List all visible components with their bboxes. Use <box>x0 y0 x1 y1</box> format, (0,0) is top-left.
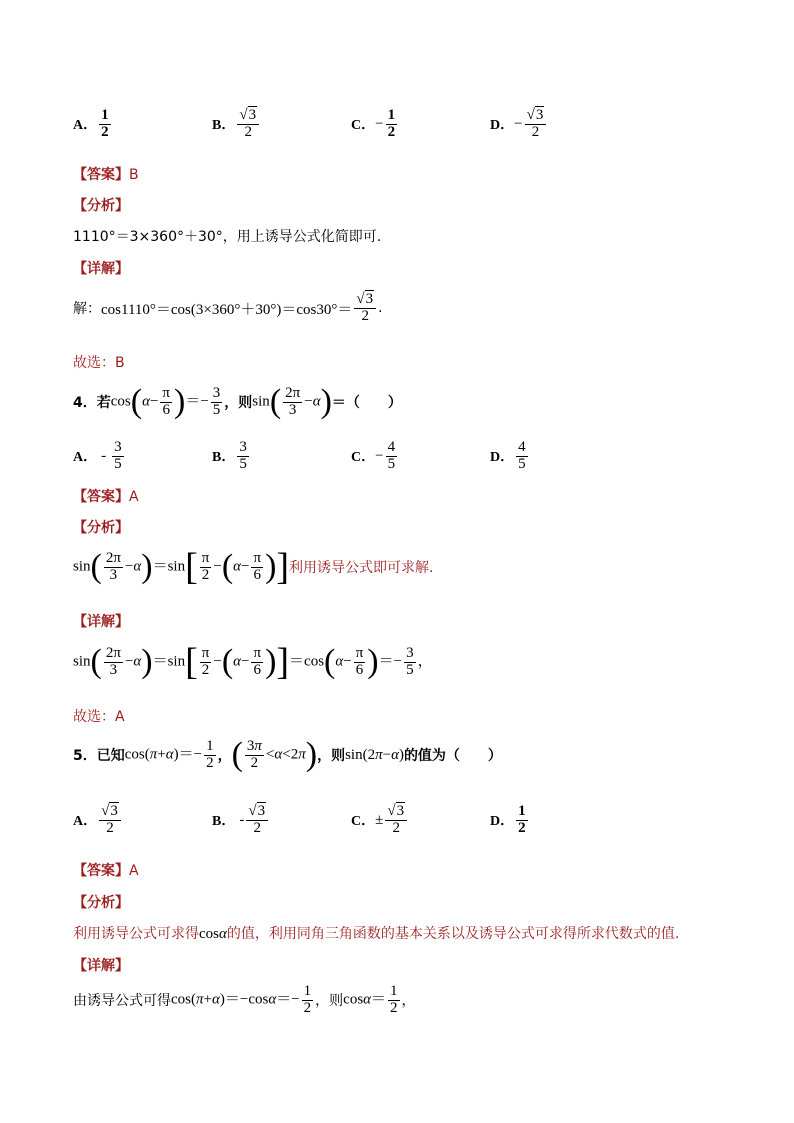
q5-answer: 【答案】A <box>73 863 139 879</box>
fraction: $\frac{√3}{2}$ <box>237 108 259 141</box>
q3-choice: 故选：B <box>73 355 125 371</box>
option-sign: − <box>375 115 384 132</box>
q3-answer <box>73 164 139 184</box>
option-letter: B． <box>212 118 236 134</box>
answer-tag: 【答案】 <box>73 167 129 183</box>
q5-analysis-tag: 【分析】 <box>73 895 129 911</box>
q5-condition: cos(π+α)＝− $\frac{1}{2}$ <box>124 737 214 771</box>
answer-value: B <box>129 167 139 183</box>
q3-option-c[interactable] <box>351 108 490 141</box>
q4-analysis-text: 利用诱导公式即可求解. <box>289 560 434 576</box>
option-sign: − <box>514 115 523 132</box>
detail-prefix: 解： <box>73 301 101 318</box>
q4-analysis <box>73 548 434 586</box>
q5-option-d[interactable]: D． $\frac{1}{2}$ <box>490 803 526 836</box>
q4-option-b[interactable]: B． $\frac{3}{5}$ <box>212 439 247 472</box>
q3-analysis-tag: 【分析】 <box>73 198 129 214</box>
q4-condition: cos(α− $\frac{\pi}{6}$ )＝− $\frac{3}{5}$ <box>110 383 221 420</box>
q5-target: sin(2π−α) <box>345 746 404 763</box>
q3-option-a[interactable] <box>73 108 212 141</box>
option-letter: C． <box>351 118 376 134</box>
q3-option-b[interactable] <box>212 108 351 141</box>
q3-option-d[interactable] <box>490 108 629 141</box>
q5-option-a[interactable]: A． $\frac{√3}{2}$ <box>73 804 212 837</box>
q4-analysis-tag: 【分析】 <box>73 520 129 536</box>
q4-detail <box>73 643 433 681</box>
q4-option-d[interactable]: D． $\frac{4}{5}$ <box>490 439 526 472</box>
q4-choice: 故选：A <box>73 709 125 725</box>
q3-detail-tag: 【详解】 <box>73 261 129 277</box>
q4-stem: 4．若 cos(α− $\frac{\pi}{6}$ )＝− $\frac{3}{5}$ ，则 sin( $\frac{2\pi}{3}$ −α) ＝（ ） <box>73 383 402 420</box>
question-number: 5．已知 <box>73 748 125 764</box>
q5-analysis: 利用诱导公式可求得cosα的值，利用同角三角函数的基本关系以及诱导公式可求得所求代数式的值. <box>73 926 680 942</box>
q4-options <box>73 440 629 473</box>
q5-option-c[interactable]: C． ± $\frac{√3}{2}$ <box>351 804 490 837</box>
option-letter: D． <box>490 118 515 134</box>
q5-detail: 由诱导公式可得 cos(π+α)＝−cosα＝− $\frac{1}{2}$ ，则 cosα＝ $\frac{1}{2}$ ， <box>73 983 416 1016</box>
q4-option-a[interactable]: A． - $\frac{3}{5}$ <box>73 439 122 472</box>
q3-detail: 解： cos1110°＝cos(3×360°＋30°)＝cos30°＝ $\frac{√3}{2}$ . <box>73 291 383 324</box>
q4-answer: 【答案】A <box>73 489 139 505</box>
question-number: 4．若 <box>73 395 111 411</box>
q3-analysis-text: 1110°＝3×360°＋30°，用上诱导公式化简即可. <box>73 229 382 245</box>
q3-options <box>73 108 629 141</box>
q5-options <box>73 804 629 837</box>
q4-detail-tag: 【详解】 <box>73 614 129 630</box>
q4-analysis-formula: sin( $\frac{2\pi}{3}$ −α)＝sin[ $\frac{\pi}{2}$ −(α− $\frac{\pi}{6}$ )] <box>73 546 290 588</box>
q4-detail-formula: sin( $\frac{2\pi}{3}$ −α)＝sin[ $\frac{\pi}{2}$ −(α− $\frac{\pi}{6}$ )]＝cos(α− $\frac{\pi}{6}$ )＝− $\frac{3}{5}$ ， <box>73 641 433 683</box>
fraction: $\frac{√3}{2}$ <box>525 108 547 141</box>
q5-range: ( $\frac{3\pi}{2}$ <α<2π) <box>231 736 318 773</box>
q4-option-c[interactable]: C． − $\frac{4}{5}$ <box>351 439 396 472</box>
detail-expression: cos1110°＝cos(3×360°＋30°)＝cos30°＝ <box>101 301 353 318</box>
q5-detail-tag: 【详解】 <box>73 958 129 974</box>
q4-target: sin( $\frac{2\pi}{3}$ −α) <box>252 383 332 420</box>
fraction: $\frac{1}{2}$ <box>387 107 396 140</box>
fraction: $\frac{1}{2}$ <box>101 107 109 140</box>
fraction: $\frac{√3}{2}$ <box>354 292 376 325</box>
q5-option-b[interactable]: B． - $\frac{√3}{2}$ <box>212 804 351 837</box>
q5-stem: 5．已知 cos(π+α)＝− $\frac{1}{2}$ ， ( $\frac{3\pi}{2}$ <α<2π) ，则 sin(2π−α) 的值为（ ） <box>73 736 502 773</box>
option-letter: A． <box>73 118 98 134</box>
